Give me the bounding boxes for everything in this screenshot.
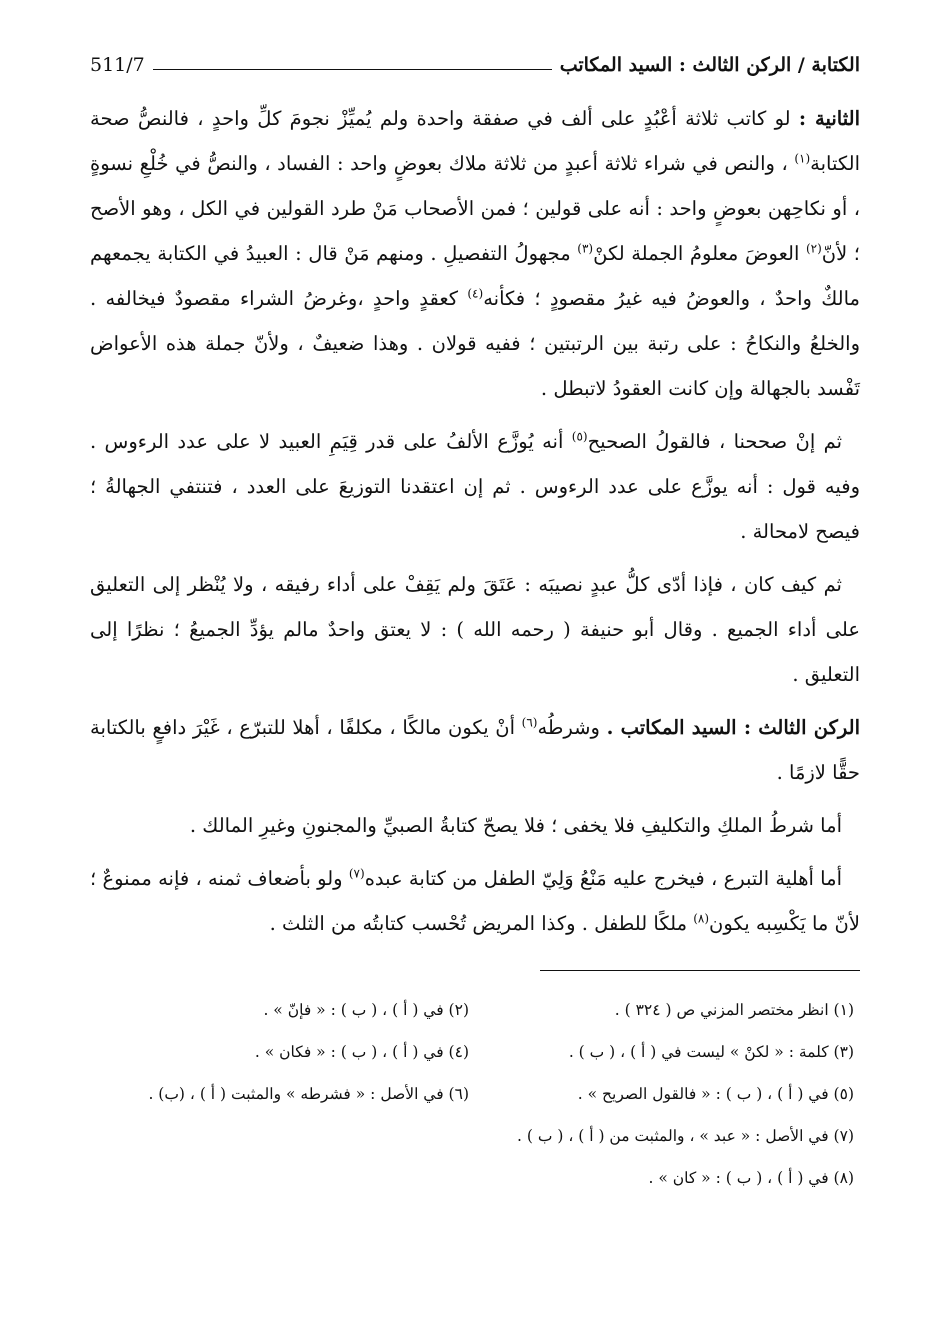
- footnote-ref: (٧): [348, 866, 365, 881]
- paragraph-text: أنْ يكون مالكًا ، مكلفًا ، أهلا للتبرّع ، غَيْرَ دافعٍ بالكتابة حقًّا لازمًا .: [90, 716, 860, 784]
- header-rule: [153, 69, 552, 70]
- footnote-ref: (٤): [467, 286, 484, 301]
- paragraph-text: العوضَ معلومُ الجملة لكنْ: [593, 242, 806, 265]
- footnote: (٣) كلمة : « لكنْ » ليست في ( أ ) ، ( ب ) .: [568, 1043, 854, 1061]
- footnote-ref: (٢): [805, 241, 822, 256]
- footnote: (٦) في الأصل : « فشرطه » والمثبت ( أ ) ، (ب) .: [148, 1085, 469, 1103]
- running-header-title: الكتابة / الركن الثالث : السيد المكاتب: [559, 54, 860, 76]
- footnote: (١) انظر مختصر المزني ص ( ٣٢٤ ) .: [614, 1001, 854, 1019]
- paragraph-lead: الركن الثالث : السيد المكاتب .: [606, 716, 860, 739]
- paragraph-lead: الثانية :: [798, 107, 860, 130]
- paragraph-donation-capacity: [90, 856, 860, 946]
- paragraph-emancipation: [90, 562, 860, 697]
- paragraph-third-pillar: [90, 705, 860, 795]
- paragraph-text: أنه يُوزَّع الألفُ على قدر قِيَمِ العبيد لا على عدد الرءوس . وفيه قول : أنه يوزَّع على عدد الرءوس . ثم إن اعتقدنا التوزيعَ على العدد ، فتنتفي الجهالةُ ؛ فيصح لامحالة .: [90, 430, 860, 543]
- paragraph-text: ملكًا للطفل . وكذا المريض تُحْسب كتابتُه من الثلث .: [269, 912, 694, 935]
- paragraph-text: ثم كيف كان ، فإذا أدّى كلُّ عبدٍ نصيبَه : عَتَقَ ولم يَقِفْ على أداء رفيقه ، ولا يُنْظر إلى التعليق على أداء الجميع . وقال أبو حنيفة ( رحمه الله ) : لا يعتق واحدٌ مالم يؤدِّ الجميعُ ؛ نظرًا إلى التعليق .: [90, 573, 860, 686]
- running-header: [90, 36, 860, 76]
- footnote: (٤) في ( أ ) ، ( ب ) : « فكان » .: [254, 1043, 469, 1061]
- page-number: 511/7: [90, 54, 145, 76]
- paragraph-text: ثم إنْ صححنا ، فالقولُ الصحيح: [587, 430, 842, 453]
- footnote: (٥) في ( أ ) ، ( ب ) : « فالقول الصريح » .: [577, 1085, 854, 1103]
- footnote-ref: (٣): [577, 241, 594, 256]
- footnote: (٨) في ( أ ) ، ( ب ) : « كان » .: [648, 1169, 854, 1187]
- paragraph-text: ولو بأضعاف ثمنه ، فإنه ممنوعٌ ؛ لأنّ ما يَكْسِبه يكون: [90, 867, 860, 935]
- paragraph-text: وشرطُه: [537, 716, 607, 739]
- paragraph-text: أما شرطُ الملكِ والتكليفِ فلا يخفى ؛ فلا يصحّ كتابةُ الصبيِّ والمجنونِ وغيرِ المالك .: [189, 814, 842, 837]
- paragraph-text: كعقدٍ واحدٍ ،وغرضُ الشراء مقصودٌ فيخالفه . والخلعُ والنكاحُ : على رتبة بين الرتبتين ؛ ففيه قولان . وهذا ضعيفٌ ، ولأنّ جملة هذه الأعواض تَفْسد بالجهالة وإن كانت العقودُ لاتبطل .: [90, 287, 860, 400]
- paragraph-text: أما أهلية التبرع ، فيخرج عليه مَنْعُ وَلِيّ الطفل من كتابة عبده: [364, 867, 842, 890]
- footnote-ref: (٥): [571, 429, 588, 444]
- paragraph-distribution: [90, 419, 860, 554]
- footnote: (٧) في الأصل : « عبد » ، والمثبت من ( أ ) ، ( ب ) .: [517, 1127, 854, 1145]
- book-page: [90, 36, 860, 1199]
- paragraph-text: مجهولُ التفصيلِ . ومنهم مَنْ قال : العبيدُ في الكتابة يجمعهم مالكٌ واحدٌ ، والعوضُ فيه غيرُ مقصودٍ ؛ فكأنه: [90, 242, 860, 310]
- footnotes: [90, 989, 860, 1199]
- footnote: (٢) في ( أ ) ، ( ب ) : « فإنّ » .: [263, 1001, 469, 1019]
- paragraph-ownership-condition: [90, 803, 860, 848]
- footnote-ref: (٦): [521, 715, 538, 730]
- paragraph-text: ، والنص في شراء ثلاثة أعبدٍ من ثلاثة ملاك بعوضٍ واحد : الفساد ، والنصُّ في خُلْعِ نسوةٍ ، أو نكاحِهن بعوضٍ واحد : أنه على قولين ؛ فمن الأصحاب مَنْ طرد القولين في الكل ، وهو الأصح ؛ لأنّ: [90, 152, 860, 265]
- paragraph-second-issue: [90, 96, 860, 411]
- footnote-separator: [540, 970, 860, 971]
- footnote-ref: (٨): [693, 911, 710, 926]
- paragraph-text: لو كاتب ثلاثة أعْبُدٍ على ألف في صفقة واحدة ولم يُميِّزْ نجومَ كلِّ واحدٍ ، فالنصُّ صحة الكتابة: [90, 107, 860, 175]
- footnote-ref: (١): [794, 151, 811, 166]
